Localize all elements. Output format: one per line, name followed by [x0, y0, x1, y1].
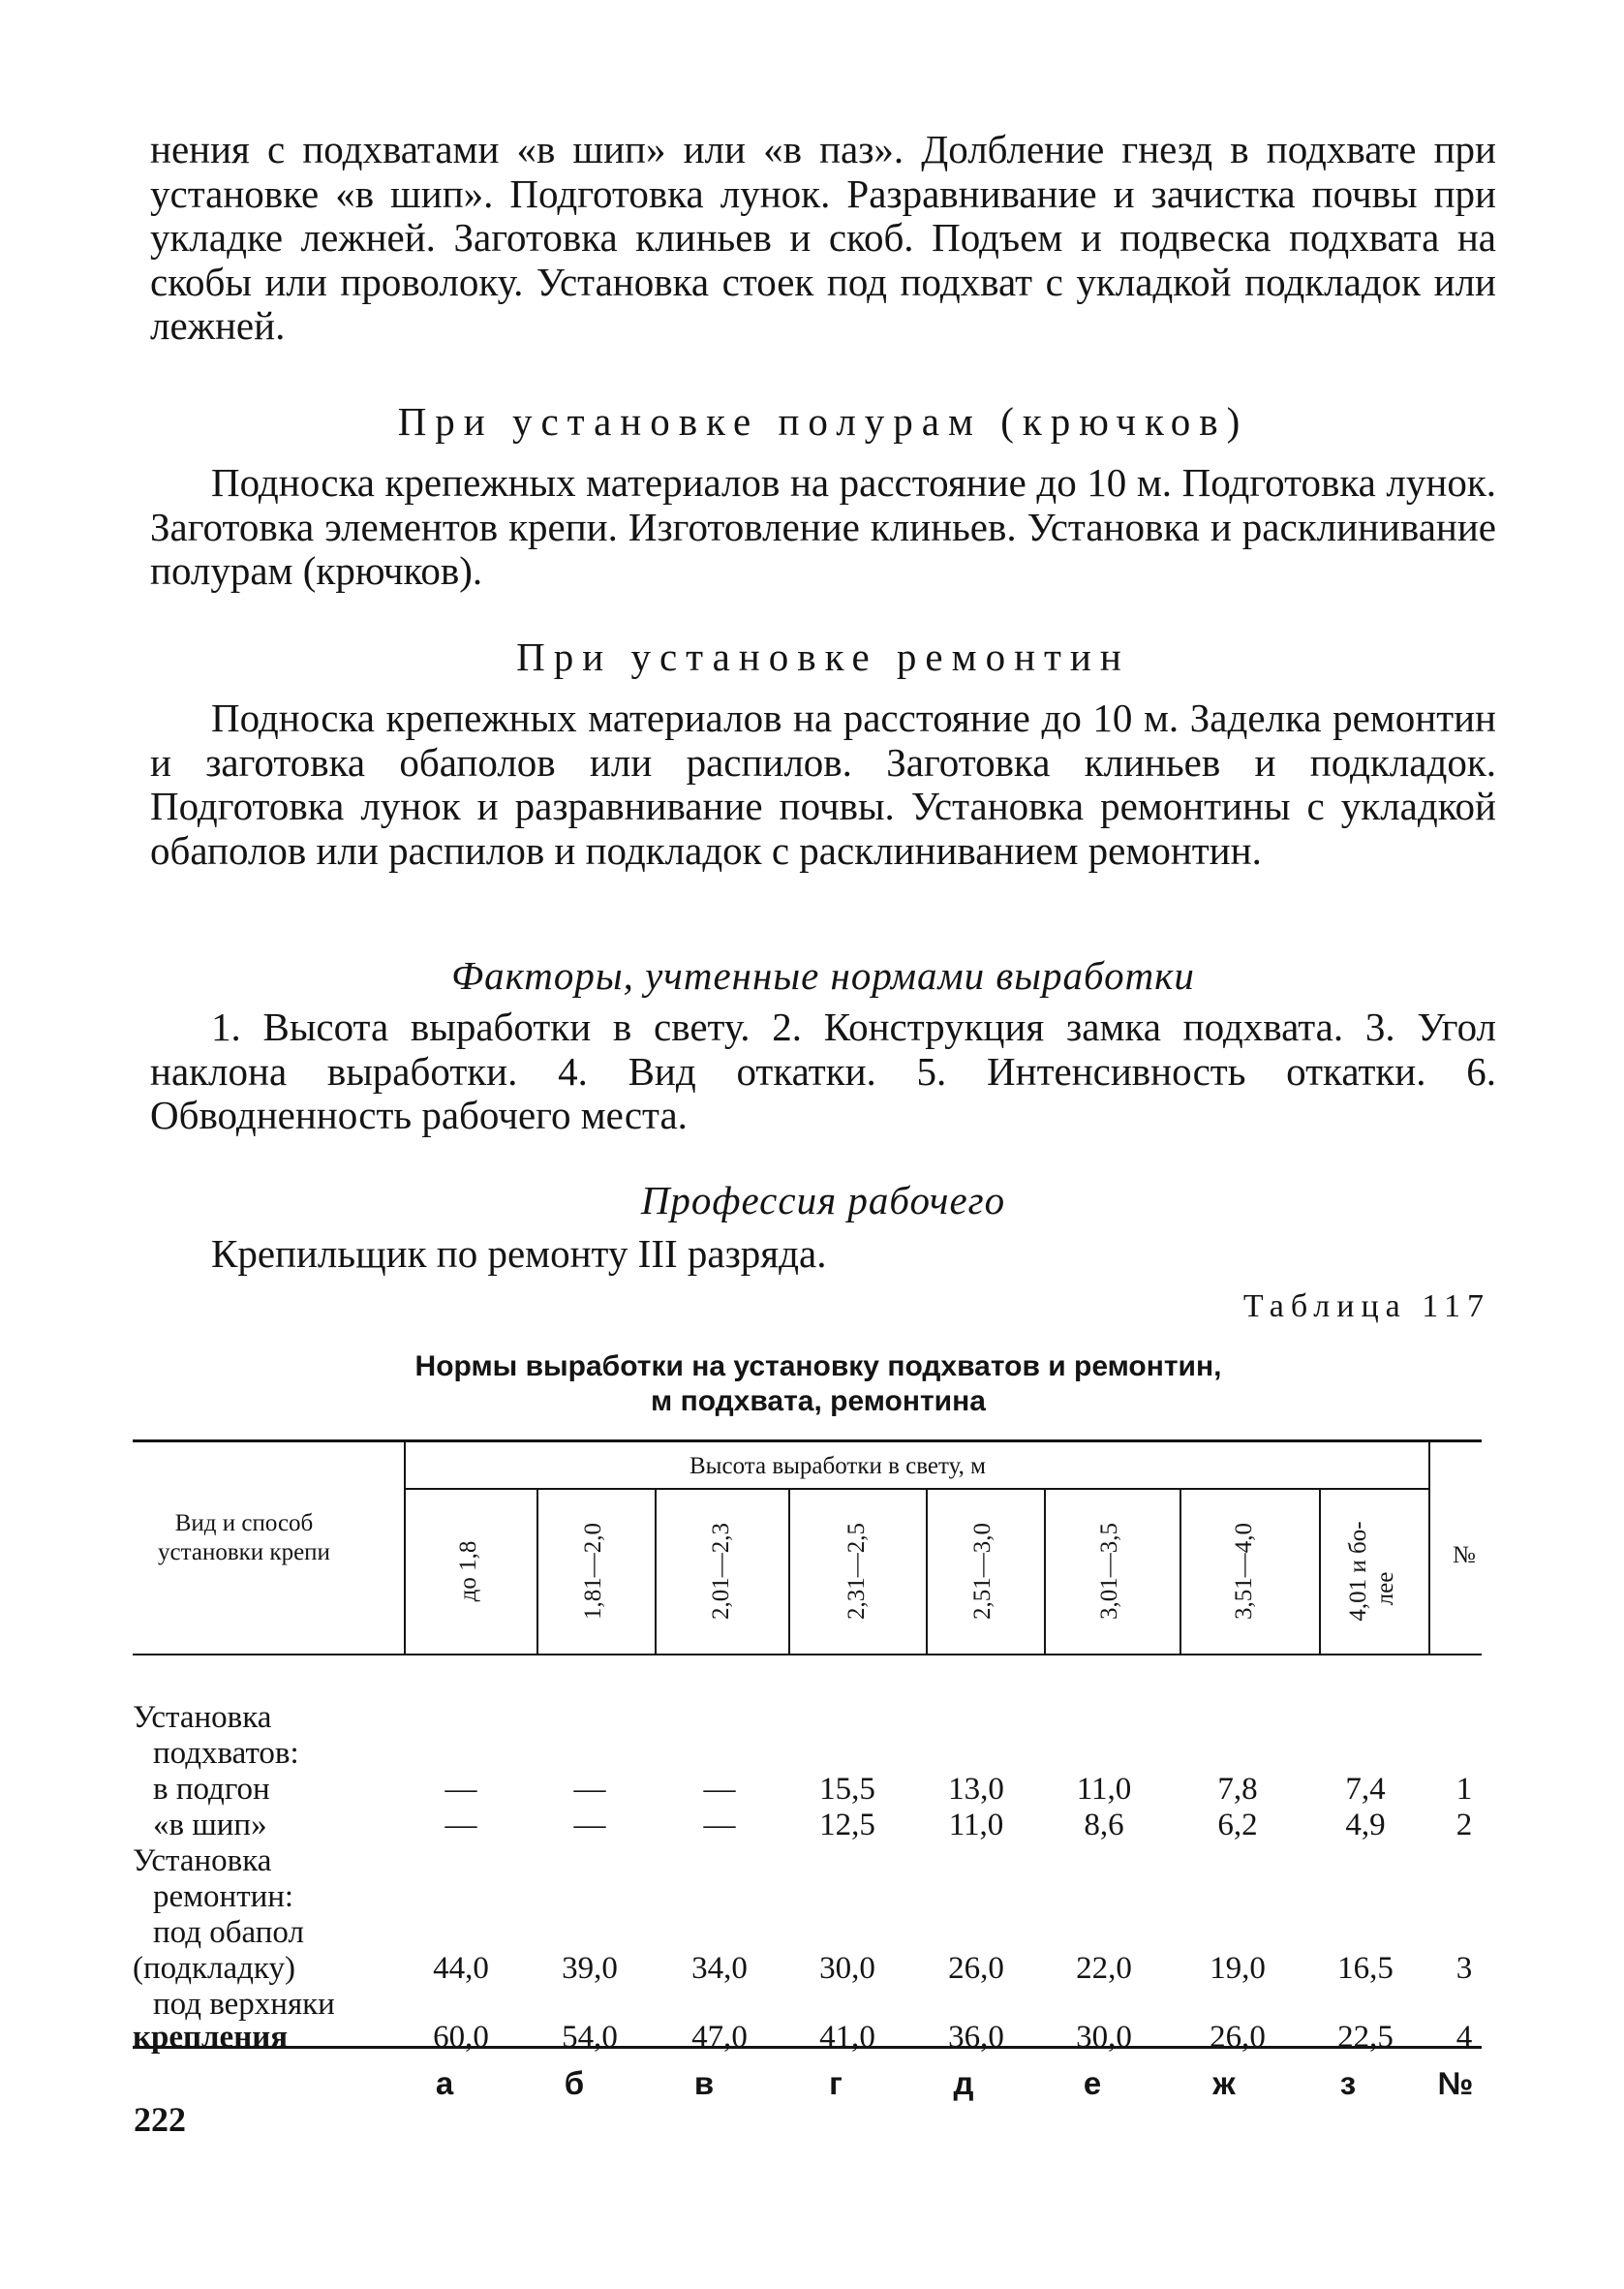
group-header-rule: [405, 1488, 1428, 1490]
table-top-rule: [133, 1439, 1482, 1442]
col-divider-1: [536, 1489, 538, 1655]
heading-profession: Профессия рабочего: [640, 1178, 1006, 1222]
row-2-cell: —: [703, 1808, 736, 1842]
row-3-cell: 44,0: [433, 1951, 489, 1986]
row-2-cell: 6,2: [1217, 1808, 1258, 1842]
group2-title-2: ремонтин:: [153, 1879, 294, 1914]
col-divider-4: [926, 1489, 928, 1655]
page-number: 222: [134, 2100, 186, 2139]
col-header-3: 2,01—2,3: [708, 1523, 734, 1620]
row-3-label-2: (подкладку): [133, 1951, 295, 1986]
row-1-cell: —: [703, 1772, 736, 1807]
col-header-1: до 1,8: [455, 1540, 481, 1602]
col-header-2: 1,81—2,0: [580, 1523, 606, 1620]
row-2-cell: 8,6: [1084, 1808, 1124, 1842]
column-letter: ж: [1212, 2065, 1236, 2101]
heading-remontiny: При установке ремонтин: [516, 634, 1130, 679]
row-4-cell: 26,0: [1210, 2020, 1266, 2055]
row-4-number: 4: [1455, 2020, 1473, 2055]
row-4-cell: 47,0: [691, 2020, 748, 2055]
paragraph-2: Подноска крепежных материалов на расстояние до 10 м. Подготовка лунок. Заготовка элементов крепи. Изготовление клиньев. Установка и расклинивание полурам (крючков).: [150, 460, 1496, 593]
row-1-number: 1: [1455, 1772, 1473, 1807]
row-1-cell: —: [573, 1772, 606, 1807]
row-4-cell: 41,0: [819, 2020, 875, 2055]
column-letter: з: [1339, 2065, 1357, 2101]
column-letter: г: [829, 2065, 843, 2101]
row-3-number: 3: [1455, 1951, 1473, 1986]
col-divider-2: [655, 1489, 657, 1655]
row-2-label: «в шип»: [153, 1808, 267, 1842]
column-letter: б: [564, 2065, 585, 2101]
col-header-8-line-1: 4,01 и бо-: [1345, 1521, 1371, 1622]
column-letter: д: [953, 2065, 974, 2101]
row-4-cell: 30,0: [1076, 2020, 1132, 2055]
row-4-cell: 60,0: [433, 2020, 489, 2055]
stub-header: Вид и способ установки крепи: [158, 1510, 330, 1565]
row-1-cell: —: [444, 1772, 477, 1807]
paragraph-3: Подноска крепежных материалов на расстояние до 10 м. Заделка ремонтин и заготовка обаполов или распилов. Заготовка клиньев и подкладок. Подготовка лунок и разравнивание почвы. Установка ремонтины с укладкой обаполов или распилов и подкладок с расклиниванием ремонтин.: [150, 696, 1496, 873]
header-bottom-rule: [133, 1654, 1482, 1655]
row-3-label-1: под обапол: [153, 1915, 304, 1950]
col-divider-5: [1044, 1489, 1046, 1655]
row-2-number: 2: [1455, 1808, 1473, 1842]
row-1-cell: 7,8: [1217, 1772, 1258, 1807]
row-2-cell: 11,0: [948, 1808, 1004, 1842]
col-divider-6: [1180, 1489, 1181, 1655]
num-divider: [1428, 1441, 1430, 1655]
heading-factors: Факторы, учтенные нормами выработки: [451, 953, 1195, 998]
row-4-cell: 54,0: [562, 2020, 618, 2055]
row-3-cell: 30,0: [819, 1951, 875, 1986]
column-letter: е: [1083, 2065, 1102, 2101]
stub-divider: [404, 1441, 406, 1655]
col-header-4: 2,31—2,5: [843, 1523, 870, 1620]
paragraph-4: 1. Высота выработки в свету. 2. Конструкция замка подхвата. 3. Угол наклона выработки. 4. Вид откатки. 5. Интенсивность откатки. 6. Обводненность рабочего места.: [150, 1005, 1496, 1137]
col-divider-7: [1319, 1489, 1321, 1655]
row-1-cell: 11,0: [1076, 1772, 1132, 1807]
row-3-cell: 16,5: [1337, 1951, 1394, 1986]
row-2-cell: —: [444, 1808, 477, 1842]
row-2-cell: 4,9: [1345, 1808, 1386, 1842]
row-3-cell: 19,0: [1210, 1951, 1266, 1986]
group2-title-1: Установка: [133, 1843, 272, 1878]
col-header-5: 2,51—3,0: [969, 1523, 996, 1620]
row-2-cell: 12,5: [819, 1808, 875, 1842]
heading-half-frames: При установке полурам (крючков): [397, 399, 1249, 444]
row-3-cell: 26,0: [948, 1951, 1004, 1986]
group1-title-1: Установка: [133, 1700, 272, 1735]
row-1-cell: 15,5: [819, 1772, 875, 1807]
row-4-cell: 22,5: [1337, 2020, 1394, 2055]
table-number: Таблица 117: [1242, 1288, 1490, 1324]
col-divider-3: [788, 1489, 790, 1655]
row-3-cell: 39,0: [562, 1951, 618, 1986]
row-2-cell: —: [573, 1808, 606, 1842]
group1-title-2: подхватов:: [153, 1736, 299, 1771]
paragraph-1: нения с подхватами «в шип» или «в паз». Долбление гнезд в подхвате при установке «в шип». Подготовка лунок. Разравнивание и зачистка почвы при укладке лежней. Заготовка клиньев и скоб. Подъем и подвеска подхвата на скобы или проволоку. Установка стоек под подхват с укладкой подкладок или лежней.: [150, 127, 1496, 348]
column-letter-num: №: [1437, 2065, 1474, 2101]
row-1-cell: 13,0: [948, 1772, 1004, 1807]
table-title-line-1: Нормы выработки на установку подхватов и ремонтин,: [414, 1350, 1222, 1382]
row-4-label-2: крепления: [133, 2020, 289, 2055]
column-letter: а: [435, 2065, 454, 2101]
row-1-label: в подгон: [153, 1772, 270, 1807]
col-header-7: 3,51—4,0: [1231, 1523, 1257, 1620]
col-header-6: 3,01—3,5: [1096, 1523, 1122, 1620]
row-4-label-1: под верхняки: [153, 1987, 335, 2022]
table-title: [291, 1349, 1346, 1419]
column-letter: в: [693, 2065, 715, 2101]
row-3-cell: 34,0: [691, 1951, 748, 1986]
paragraph-5: Крепильщик по ремонту III разряда.: [211, 1231, 827, 1276]
row-1-cell: 7,4: [1345, 1772, 1386, 1807]
num-header: №: [1453, 1542, 1476, 1568]
row-4-cell: 36,0: [948, 2020, 1004, 2055]
group-header: Высота выработки в свету, м: [689, 1453, 986, 1479]
table-title-line-2: м подхвата, ремонтина: [651, 1385, 986, 1417]
col-header-8-line-2: лее: [1372, 1571, 1398, 1606]
row-3-cell: 22,0: [1076, 1951, 1132, 1986]
